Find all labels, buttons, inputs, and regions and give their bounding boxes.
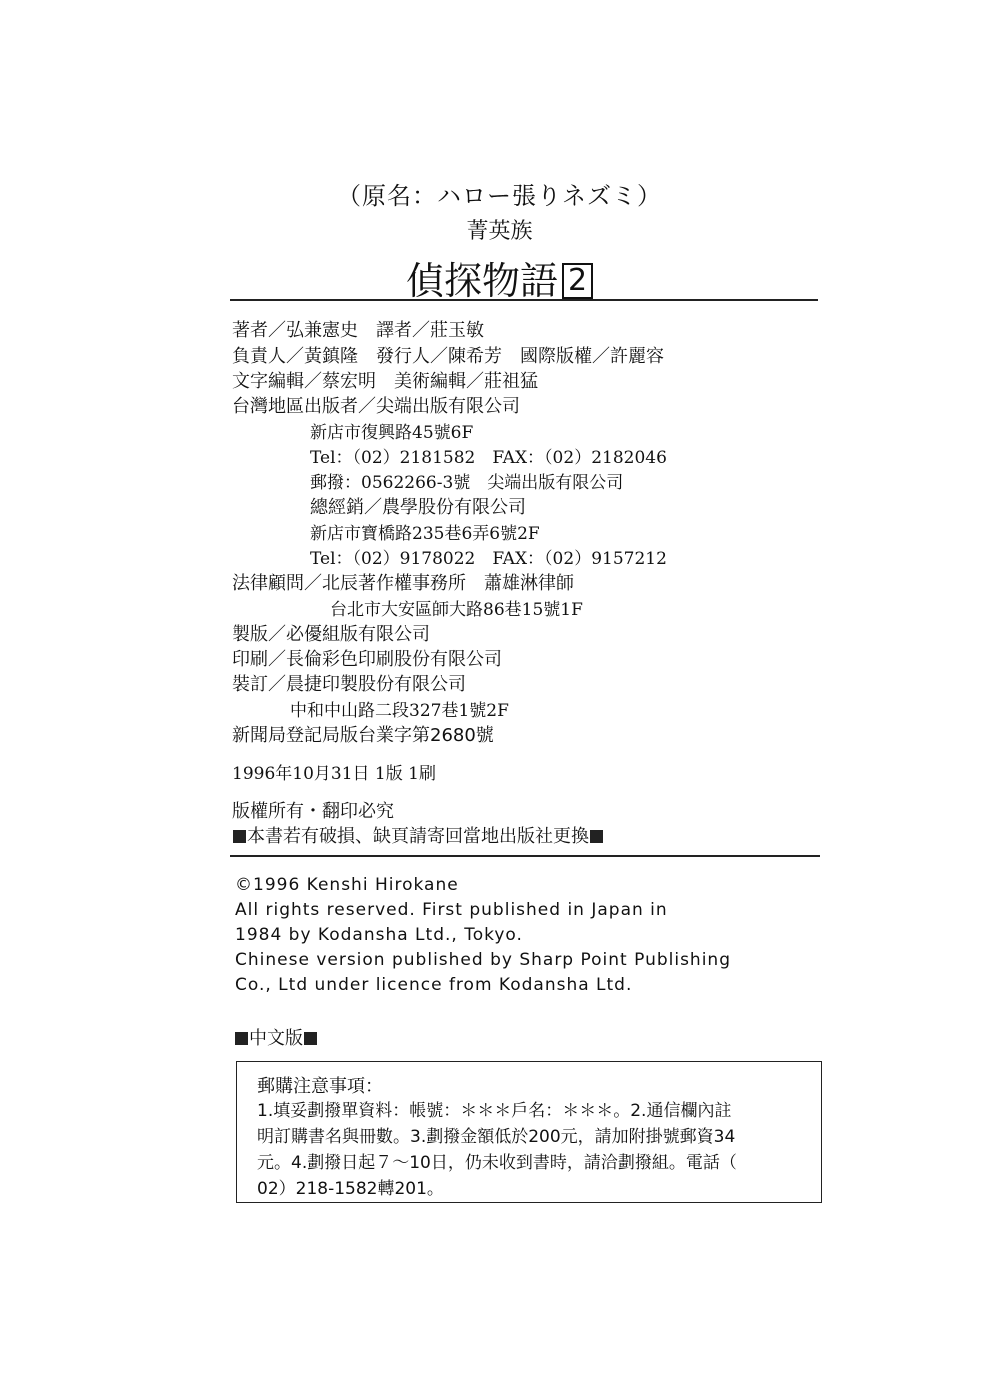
volume-number: 2 [562,263,593,299]
mail-order-line: 02）218-1582轉201。 [257,1179,444,1199]
edition-date: 1996年10月31日 1版 1刷 [232,764,436,784]
rights-reserved: 版權所有・翻印必究 [232,801,394,822]
publisher-address: 新店市復興路45號6F [310,423,474,443]
mail-order-line: 1.填妥劃撥單資料：帳號：＊＊＊戶名：＊＊＊。2.通信欄內註 [257,1101,732,1121]
defect-notice: 本書若有破損、缺頁請寄回當地出版社更換 [247,826,589,847]
english-line: 1984 by Kodansha Ltd., Tokyo. [235,925,523,945]
english-line: Co., Ltd under licence from Kodansha Ltd. [235,975,633,995]
black-square-icon [233,830,246,843]
mail-order-line: 明訂購書名與冊數。3.劃撥金額低於200元，請加附掛號郵資34 [257,1127,736,1147]
binding-address: 中和中山路二段327巷1號2F [290,701,509,721]
book-title: 偵探物語 [405,259,558,303]
english-copyright [235,873,795,998]
credit-publisher-people: 負責人／黃鎮隆 發行人／陳希芳 國際版權／許麗容 [232,346,664,367]
black-square-icon [590,830,603,843]
chinese-edition-label [234,1024,318,1050]
credit-taiwan-publisher: 台灣地區出版者／尖端出版有限公司 [232,396,520,417]
credit-distributor: 總經銷／農學股份有限公司 [310,497,526,518]
mail-order-notice-box [236,1061,822,1203]
credit-author-translator: 著者／弘兼憲史 譯者／莊玉敏 [232,320,484,341]
legal-counsel-address: 台北市大安區師大路86巷15號1F [330,600,583,620]
english-line: Chinese version published by Sharp Point Publishing [235,950,731,970]
original-title: （原名：ハロー張りネズミ） [337,182,662,210]
credit-plate-making: 製版／必優組版有限公司 [232,624,430,645]
mail-order-line: 元。4.劃撥日起７～10日，仍未收到書時，請洽劃撥組。電話（ [257,1153,737,1173]
black-square-icon [235,1032,248,1045]
defect-notice-line [232,822,604,848]
credit-printing: 印刷／長倫彩色印刷股份有限公司 [232,649,502,670]
credit-editors: 文字編輯／蔡宏明 美術編輯／莊祖猛 [232,371,538,392]
registration-number: 新聞局登記局版台業字第2680號 [232,725,494,746]
english-line: ©1996 Kenshi Hirokane [235,875,459,895]
english-line: All rights reserved. First published in Japan in [235,900,668,920]
series-name: 菁英族 [466,219,533,244]
credit-legal-counsel: 法律顧問／北辰著作權事務所 蕭雄淋律師 [232,573,574,594]
black-square-icon [304,1032,317,1045]
mail-order-title: 郵購注意事項： [257,1076,383,1097]
publisher-phone-fax: Tel：（02）2181582 FAX：（02）2182046 [310,448,667,468]
mail-order-body [257,1098,817,1202]
book-title-block [0,250,999,305]
distributor-address: 新店市寶橋路235巷6弄6號2F [310,524,540,544]
divider-top [230,299,818,301]
distributor-phone-fax: Tel：（02）9178022 FAX：（02）9157212 [310,549,667,569]
chinese-edition-text: 中文版 [249,1028,303,1049]
divider-bottom [230,855,820,857]
credit-binding: 裝訂／晨捷印製股份有限公司 [232,674,466,695]
postal-account: 郵撥：0562266-3號 尖端出版有限公司 [310,473,624,493]
